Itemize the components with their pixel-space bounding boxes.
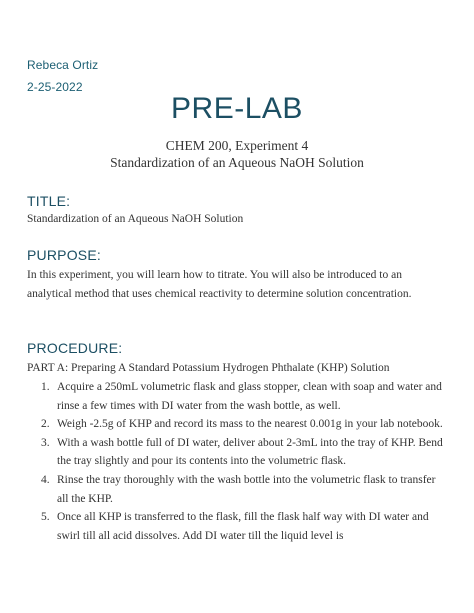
step-number: 2. (41, 418, 50, 431)
title-text: Standardization of an Aqueous NaOH Solution (27, 213, 244, 225)
step-number: 5. (41, 511, 50, 524)
list-item (27, 378, 447, 415)
course-subtitle: CHEM 200, Experiment 4 (165, 138, 309, 153)
list-item (27, 471, 447, 508)
step-text: Rinse the tray thoroughly with the wash bottle into the volumetric flask to transfer all the KHP. (57, 473, 436, 505)
experiment-subtitle: Standardization of an Aqueous NaOH Solution (110, 155, 364, 170)
author-name: Rebeca Ortiz (27, 58, 99, 72)
step-number: 3. (41, 436, 50, 449)
procedure-heading: PROCEDURE: (27, 340, 123, 356)
step-number: 4. (41, 473, 50, 486)
step-text: With a wash bottle full of DI water, deliver about 2-3mL into the tray of KHP. Bend the tray slightly and pour its contents into the volumetric flask. (57, 436, 443, 468)
step-text: Acquire a 250mL volumetric flask and glass stopper, clean with soap and water and rinse a few times with DI water from the wash bottle, as well. (57, 381, 442, 412)
purpose-text: In this experiment, you will learn how to titrate. You will also be introduced to an analytical method that uses chemical reactivity to determine solution concentration. (27, 269, 412, 300)
list-item (27, 508, 447, 545)
step-number: 1. (41, 381, 50, 393)
page-title: PRE-LAB (171, 92, 303, 125)
procedure-steps-list (27, 378, 447, 545)
part-a-heading: PART A: Preparing A Standard Potassium Hydrogen Phthalate (KHP) Solution (27, 362, 390, 374)
step-text: Once all KHP is transferred to the flask, fill the flask half way with DI water and swirl till all acid dissolves. Add DI water till the liquid level is (57, 511, 429, 542)
step-text: Weigh -2.5g of KHP and record its mass to the nearest 0.001g in your lab notebook. (57, 418, 443, 431)
list-item (27, 415, 447, 434)
title-heading: TITLE: (27, 193, 71, 209)
author-date: 2-25-2022 (27, 80, 83, 94)
purpose-heading: PURPOSE: (27, 247, 101, 263)
list-item (27, 434, 447, 471)
